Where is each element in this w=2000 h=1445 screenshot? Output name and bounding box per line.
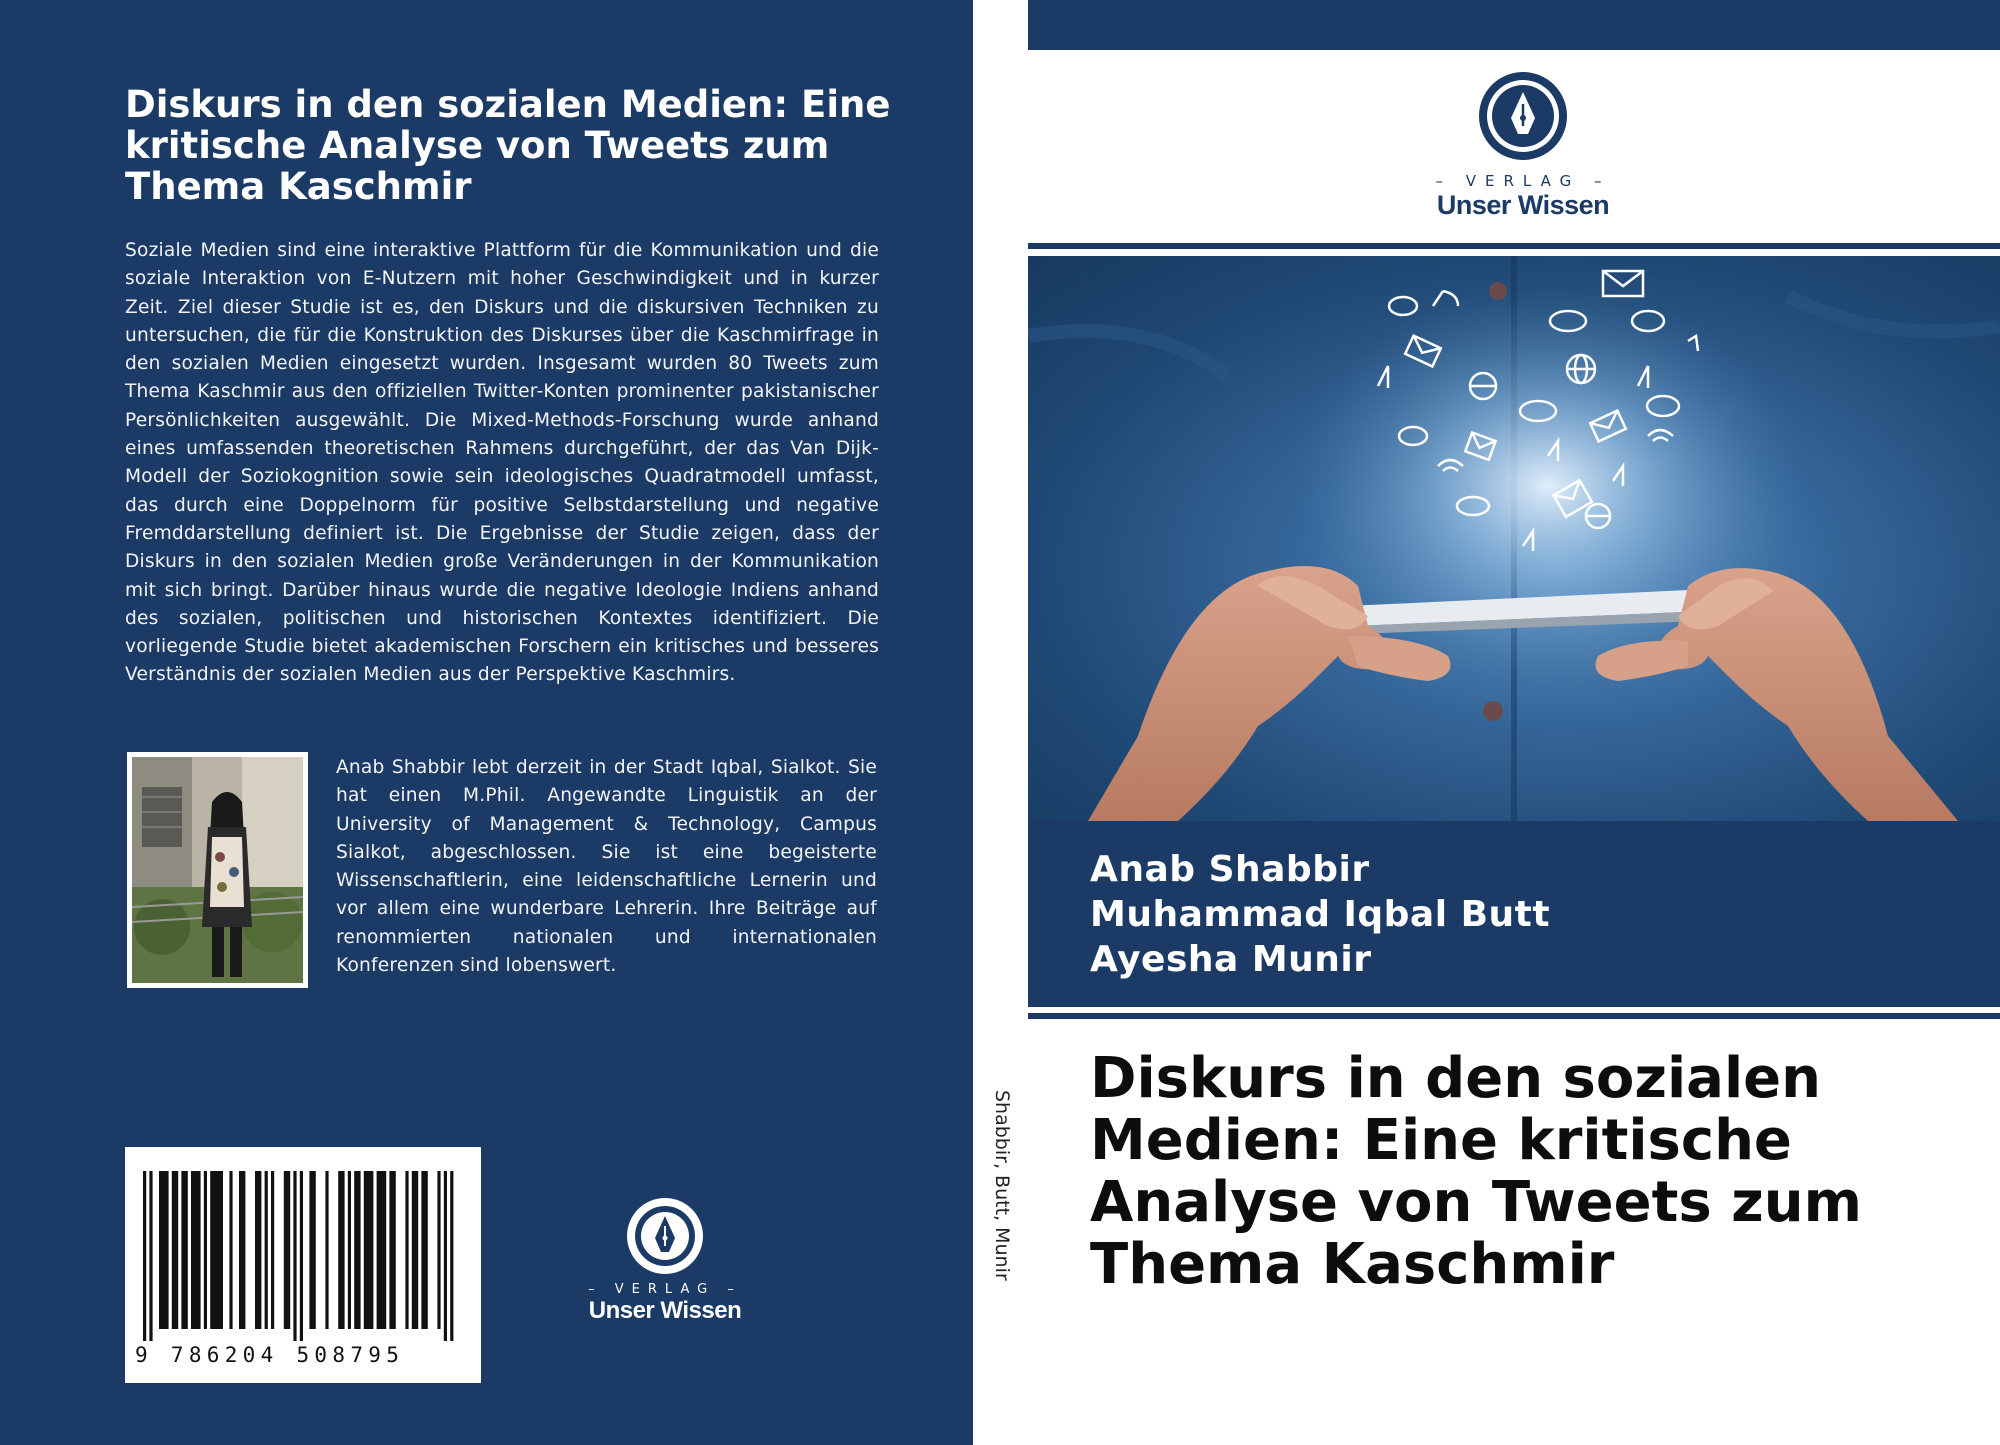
barcode-bar <box>300 1171 303 1341</box>
barcode-bar <box>210 1171 223 1329</box>
hands-holding-phone-illustration <box>1028 256 2000 821</box>
barcode-bar <box>364 1171 374 1329</box>
divider-rule <box>1028 1013 2000 1019</box>
back-publisher-logo <box>575 1196 755 1326</box>
barcode-bar <box>172 1171 178 1329</box>
back-cover-title: Diskurs in den sozialen Medien: Eine kritische Analyse von Tweets zum Thema Kaschmir <box>125 83 891 208</box>
barcode-bar <box>389 1171 395 1329</box>
authors-band <box>1028 821 2000 1007</box>
front-publisher-logo <box>1398 70 1648 220</box>
divider-rule <box>1028 243 2000 249</box>
barcode-bar <box>204 1171 207 1329</box>
front-top-bar <box>1028 0 2000 50</box>
author-bio: Anab Shabbir lebt derzeit in der Stadt Iqbal, Sialkot. Sie hat einen M.Phil. Angewandte Linguistik an der University of Management & Technology, Campus Sialkot, abgeschlossen. Sie ist eine begeisterte Wissenschaftlerin, eine leidenschaftliche Lernerin und vor allem eine wunderbare Lehrerin. Ihre Beiträge auf renommierten nationalen und internationalen Konferenzen sind lobenswert. <box>336 757 877 977</box>
back-cover-blurb: Soziale Medien sind eine interaktive Plattform für die Kommunikation und die soziale Interaktion von E-Nutzern mit hoher Geschwindigkeit und in kurzer Zeit. Ziel dieser Studie ist es, den Diskurs und die diskursiven Techniken zu untersuchen, die für die Konstruktion des Diskurses über die Kaschmirfrage in den sozialen Medien eingesetzt wurden. Insgesamt wurden 80 Tweets zum Thema Kaschmir aus den offiziellen Twitter-Konten prominenter pakistanischer Persönlichkeiten ausgewählt. Die Mixed-Methods-Forschung wurde anhand eines umfassenden theoretischen Rahmens durchgeführt, der das Van Dijk-Modell der Soziokognition sowie sein ideologisches Quadratmodell umfasst, das durch eine Doppelnorm für positive Selbstdarstellung und negative Fremddarstellung definiert ist. Die Ergebnisse der Studie zeigen, dass der Diskurs in den sozialen Medien große Veränderungen in der Kommunikation mit sich bringt. Darüber hinaus wurde die negative Ideologie Indiens anhand des sozialen, politischen und historischen Kontextes identifiziert. Die vorliegende Studie bietet akademischen Forschern ein kritisches und besseres Verständnis der sozialen Medien aus der Perspektive Kaschmirs. <box>125 240 879 686</box>
barcode-bar <box>437 1171 440 1329</box>
barcode-bar <box>191 1171 201 1329</box>
barcode-bar <box>450 1171 453 1341</box>
isbn-barcode <box>125 1147 481 1383</box>
author-photo <box>127 752 308 988</box>
barcode-bar <box>309 1171 315 1329</box>
author-photo-illustration <box>132 757 303 983</box>
barcode-bar <box>325 1171 328 1329</box>
isbn-digits: 9 786204 508795 <box>135 1343 405 1367</box>
barcode-bar <box>421 1171 427 1329</box>
barcode-bar <box>412 1171 418 1329</box>
spine <box>973 0 1028 1445</box>
barcode-bar <box>143 1171 146 1341</box>
author-name: Anab Shabbir <box>1090 849 1370 890</box>
barcode-bar <box>293 1171 296 1341</box>
fountain-pen-nib-icon <box>625 1196 705 1276</box>
chat-bubble-icon <box>1389 297 1417 315</box>
back-logo-brand: Unser Wissen <box>588 1297 742 1324</box>
barcode-bar <box>159 1171 169 1329</box>
author-name: Ayesha Munir <box>1090 939 1372 980</box>
barcode-bar <box>271 1171 274 1329</box>
barcode-bar <box>181 1171 187 1329</box>
barcode-bar <box>284 1171 290 1329</box>
barcode-bars <box>143 1171 463 1341</box>
barcode-bar <box>348 1171 351 1329</box>
barcode-bar <box>239 1171 245 1329</box>
barcode-bar <box>265 1171 268 1329</box>
spine-authors: Shabbir, Butt, Munir <box>991 1090 1013 1281</box>
barcode-bar <box>377 1171 387 1329</box>
back-logo-verlag: – VERLAG – <box>588 1282 742 1297</box>
fountain-pen-nib-icon <box>1477 70 1569 162</box>
front-logo-brand: Unser Wissen <box>1436 190 1610 220</box>
front-cover <box>1028 0 2000 1445</box>
barcode-bar <box>255 1171 261 1329</box>
barcode-bar <box>354 1171 360 1329</box>
barcode-bar <box>229 1171 232 1329</box>
barcode-bar <box>444 1171 447 1341</box>
author-name: Muhammad Iqbal Butt <box>1090 894 1551 935</box>
barcode-bar <box>149 1171 152 1341</box>
front-logo-verlag: – VERLAG – <box>1435 172 1611 190</box>
back-cover <box>0 0 973 1445</box>
cover-photo <box>1028 256 2000 821</box>
barcode-bar <box>405 1171 408 1329</box>
front-cover-title: Diskurs in den sozialen Medien: Eine kritische Analyse von Tweets zum Thema Kaschmir <box>1090 1046 1862 1297</box>
barcode-bar <box>338 1171 344 1329</box>
